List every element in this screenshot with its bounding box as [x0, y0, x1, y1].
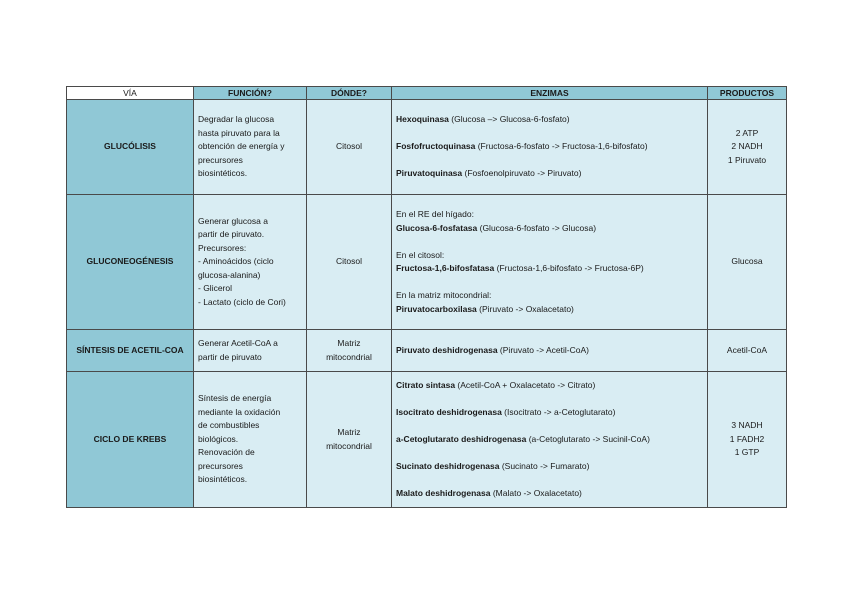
- enzyme-name: Malato deshidrogenasa: [396, 487, 491, 498]
- productos-line: 1 Piruvato: [727, 154, 767, 165]
- productos-cell: [708, 372, 787, 508]
- funcion-line: glucosa-alanina): [198, 269, 261, 280]
- donde-line: mitocondrial: [326, 351, 372, 362]
- funcion-line: precursores: [198, 154, 243, 165]
- header-row: [67, 87, 787, 100]
- header-via: VÍA: [67, 87, 194, 100]
- header-donde: DÓNDE?: [307, 87, 392, 100]
- productos-line: Glucosa: [731, 256, 763, 267]
- spacer: [396, 276, 703, 290]
- enzyme-line: [396, 487, 703, 501]
- funcion-line: Generar glucosa a: [198, 215, 268, 226]
- funcion-line: mediante la oxidación: [198, 406, 281, 417]
- enzimas-cell: [392, 330, 708, 372]
- via-name: CICLO DE KREBS: [67, 372, 194, 508]
- header-productos: PRODUCTOS: [708, 87, 787, 100]
- funcion-line: obtención de energía y: [198, 141, 285, 152]
- donde-line: Matriz: [337, 427, 361, 437]
- enzyme-line: [396, 460, 703, 474]
- enzimas-cell: [392, 372, 708, 508]
- enzimas-cell: [392, 100, 708, 195]
- table-row: [67, 195, 787, 330]
- donde-cell: [307, 330, 392, 372]
- funcion-line: - Aminoácidos (ciclo: [198, 256, 274, 267]
- enzyme-line: [396, 406, 703, 420]
- via-name: GLUCONEOGÉNESIS: [67, 195, 194, 330]
- enzyme-name: Fructosa-1,6-bifosfatasa: [396, 263, 495, 273]
- spacer: [396, 235, 703, 249]
- enzyme-line: [396, 379, 703, 393]
- enzyme-reaction: En el citosol:: [396, 249, 445, 260]
- funcion-line: - Lactato (ciclo de Cori): [198, 296, 286, 307]
- via-name: GLUCÓLISIS: [67, 100, 194, 195]
- funcion-line: de combustibles: [198, 420, 260, 431]
- enzyme-name: Piruvatoquinasa: [396, 168, 463, 179]
- productos-line: 2 ATP: [735, 127, 759, 138]
- header-funcion: FUNCIÓN?: [194, 87, 307, 100]
- enzyme-name: Piruvatocarboxilasa: [396, 303, 477, 314]
- funcion-line: precursores: [198, 460, 243, 471]
- enzyme-reaction: (a-Cetoglutarato -> Sucinil-CoA): [526, 433, 650, 444]
- enzyme-name: Citrato sintasa: [396, 379, 456, 390]
- enzyme-line: [396, 113, 703, 127]
- enzyme-name: Piruvato deshidrogenasa: [396, 344, 498, 355]
- enzyme-line: [396, 140, 703, 154]
- funcion-line: biosintéticos.: [198, 168, 248, 179]
- enzyme-reaction: En el RE del hígado:: [396, 209, 474, 219]
- donde-line: Citosol: [336, 141, 362, 152]
- productos-line: 1 GTP: [734, 447, 760, 458]
- enzyme-reaction: (Isocitrato -> a-Cetoglutarato): [501, 406, 616, 417]
- enzyme-reaction: (Sucinato -> Fumarato): [499, 460, 590, 471]
- donde-line: mitocondrial: [326, 440, 372, 451]
- enzyme-line: [396, 249, 703, 263]
- productos-line: 2 NADH: [731, 141, 763, 152]
- donde-cell: [307, 100, 392, 195]
- enzyme-name: a-Cetoglutarato deshidrogenasa: [396, 433, 527, 444]
- enzyme-line: [396, 167, 703, 181]
- enzyme-name: Sucinato deshidrogenasa: [396, 460, 500, 471]
- funcion-line: Precursores:: [198, 242, 247, 253]
- enzyme-reaction: En la matriz mitocondrial:: [396, 290, 492, 300]
- donde-line: Matriz: [337, 338, 361, 348]
- enzyme-reaction: (Fructosa-6-fosfato -> Fructosa-1,6-bifosfato): [475, 141, 648, 152]
- funcion-cell: [194, 195, 307, 330]
- enzyme-reaction: (Glucosa-6-fosfato -> Glucosa): [477, 222, 597, 233]
- table-row: [67, 372, 787, 508]
- enzyme-line: [396, 222, 703, 236]
- enzyme-name: Isocitrato deshidrogenasa: [396, 406, 502, 417]
- enzyme-reaction: (Piruvato -> Oxalacetato): [476, 303, 574, 314]
- enzyme-reaction: (Piruvato -> Acetil-CoA): [497, 344, 589, 355]
- enzyme-line: [396, 289, 703, 303]
- enzyme-reaction: (Fosfoenolpiruvato -> Piruvato): [462, 168, 582, 179]
- funcion-line: biosintéticos.: [198, 474, 248, 485]
- enzyme-name: Hexoquinasa: [396, 114, 449, 125]
- productos-line: 1 FADH2: [729, 433, 765, 444]
- funcion-line: partir de piruvato: [198, 351, 262, 362]
- funcion-cell: [194, 372, 307, 508]
- enzyme-name: Glucosa-6-fosfatasa: [396, 222, 478, 233]
- funcion-line: Generar Acetil-CoA a: [198, 338, 278, 348]
- funcion-line: hasta piruvato para la: [198, 127, 280, 138]
- table-row: [67, 100, 787, 195]
- via-name: SÍNTESIS DE ACETIL-COA: [67, 330, 194, 372]
- funcion-line: partir de piruvato.: [198, 229, 265, 240]
- enzyme-reaction: (Malato -> Oxalacetato): [490, 487, 582, 498]
- table-row: [67, 330, 787, 372]
- donde-cell: [307, 195, 392, 330]
- funcion-line: Síntesis de energía: [198, 393, 272, 404]
- donde-line: Citosol: [336, 256, 362, 267]
- donde-cell: [307, 372, 392, 508]
- enzyme-name: Fosfofructoquinasa: [396, 141, 476, 152]
- enzyme-line: [396, 262, 703, 276]
- productos-cell: [708, 330, 787, 372]
- enzyme-reaction: (Acetil-CoA + Oxalacetato -> Citrato): [455, 379, 596, 390]
- enzimas-cell: [392, 195, 708, 330]
- funcion-line: - Glicerol: [198, 283, 233, 294]
- funcion-line: Degradar la glucosa: [198, 114, 275, 125]
- enzyme-line: [396, 208, 703, 222]
- enzyme-reaction: (Fructosa-1,6-bifosfato -> Fructosa-6P): [494, 263, 644, 273]
- spacer: [396, 154, 703, 168]
- spacer: [396, 392, 703, 406]
- enzyme-line: [396, 303, 703, 317]
- enzyme-line: [396, 344, 703, 358]
- spacer: [396, 127, 703, 141]
- enzyme-reaction: (Glucosa –> Glucosa-6-fosfato): [448, 114, 570, 125]
- spacer: [396, 446, 703, 460]
- enzyme-line: [396, 433, 703, 447]
- funcion-cell: [194, 330, 307, 372]
- productos-cell: [708, 100, 787, 195]
- funcion-line: biológicos.: [198, 433, 239, 444]
- header-enzimas: ENZIMAS: [392, 87, 708, 100]
- funcion-line: Renovación de: [198, 447, 255, 458]
- productos-line: Acetil-CoA: [726, 344, 768, 355]
- spacer: [396, 473, 703, 487]
- productos-line: 3 NADH: [731, 420, 763, 431]
- metabolic-pathways-table: [66, 86, 787, 508]
- funcion-cell: [194, 100, 307, 195]
- productos-cell: [708, 195, 787, 330]
- spacer: [396, 419, 703, 433]
